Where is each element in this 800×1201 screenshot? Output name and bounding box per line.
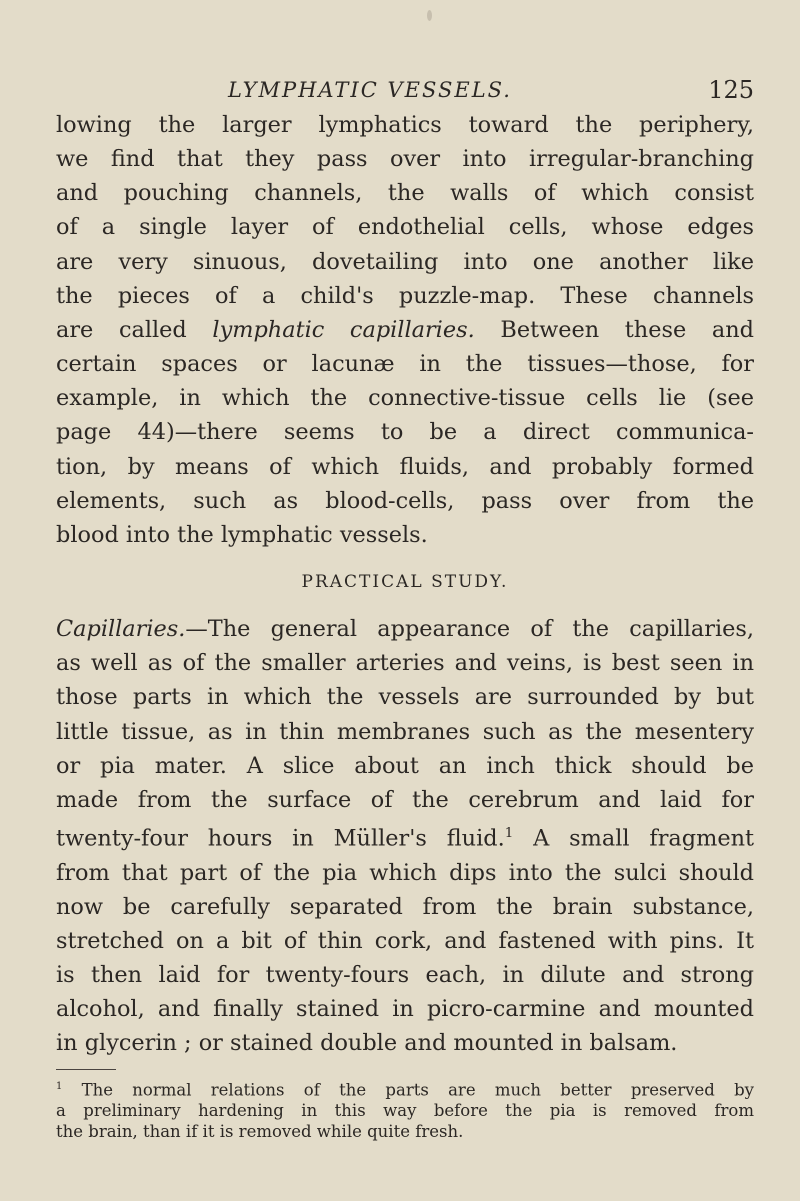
footnote	[56, 1076, 754, 1143]
italic-term: lymphatic capillaries.	[212, 316, 475, 343]
text-line: the pieces of a child's puzzle-map. These channels	[56, 282, 754, 309]
text-line	[56, 612, 754, 646]
text-line: page 44)—there seems to be a direct communica-	[56, 419, 754, 446]
text-line: lowing the larger lymphatics toward the periphery,	[56, 112, 754, 138]
text-line: from that part of the pia which dips into the sulci should	[56, 859, 754, 886]
text-line: in glycerin ; or stained double and mounted in balsam.	[56, 1030, 678, 1057]
paragraph-capillaries-study	[56, 612, 754, 1061]
text-line: as well as of the smaller arteries and veins, is best seen in	[56, 650, 754, 677]
footnote-line: a preliminary hardening in this way before the pia is removed from	[56, 1101, 754, 1121]
text-line: certain spaces or lacunæ in the tissues—those, for	[56, 351, 754, 378]
text-line: those parts in which the vessels are surrounded by but	[56, 684, 754, 711]
paper-spot	[427, 10, 432, 21]
paragraph-lymphatic-capillaries	[56, 108, 754, 552]
text-line	[56, 817, 754, 856]
text-line: made from the surface of the cerebrum and laid for	[56, 786, 754, 813]
text-line: or pia mater. A slice about an inch thick should be	[56, 752, 754, 779]
footnote-marker: 1	[56, 1080, 63, 1092]
text-line: are very sinuous, dovetailing into one another like	[56, 248, 754, 275]
footnote-reference: 1	[504, 825, 514, 841]
text-line: now be carefully separated from the brain substance,	[56, 893, 754, 920]
text-segment: The normal relations of the parts are much better preserved by	[62, 1080, 754, 1100]
text-line: blood into the lymphatic vessels.	[56, 521, 428, 548]
text-segment: twenty-four hours in Müller's fluid.	[56, 825, 505, 852]
footnote-rule	[56, 1069, 116, 1070]
text-line: and pouching channels, the walls of which consist	[56, 180, 754, 207]
italic-lead: Capillaries.	[56, 616, 186, 643]
running-title: LYMPHATIC VESSELS.	[228, 78, 512, 102]
page-number: 125	[708, 76, 754, 104]
book-page	[56, 68, 754, 1142]
text-line: is then laid for twenty-fours each, in dilute and strong	[56, 962, 754, 989]
text-segment: are called	[56, 316, 213, 343]
text-line: example, in which the connective-tissue cells lie (see	[56, 385, 754, 412]
text-line: of a single layer of endothelial cells, whose edges	[56, 214, 754, 241]
running-head	[56, 68, 754, 108]
text-line: stretched on a bit of thin cork, and fastened with pins. It	[56, 927, 754, 954]
text-line	[56, 313, 754, 347]
footnote-line	[56, 1076, 754, 1101]
text-line: tion, by means of which fluids, and probably formed	[56, 453, 754, 480]
text-segment: —The general appearance of the capillaries,	[185, 616, 754, 643]
text-line: alcohol, and finally stained in picro-carmine and mounted	[56, 996, 754, 1023]
text-segment: A small fragment	[513, 825, 754, 852]
text-line: elements, such as blood-cells, pass over from the	[56, 487, 754, 514]
footnote-line: the brain, than if it is removed while quite fresh.	[56, 1122, 464, 1142]
text-segment: Between these and	[474, 316, 754, 343]
text-line: little tissue, as in thin membranes such as the mesentery	[56, 718, 754, 745]
section-heading: PRACTICAL STUDY.	[301, 572, 509, 593]
text-line: we find that they pass over into irregular-branching	[56, 146, 754, 173]
